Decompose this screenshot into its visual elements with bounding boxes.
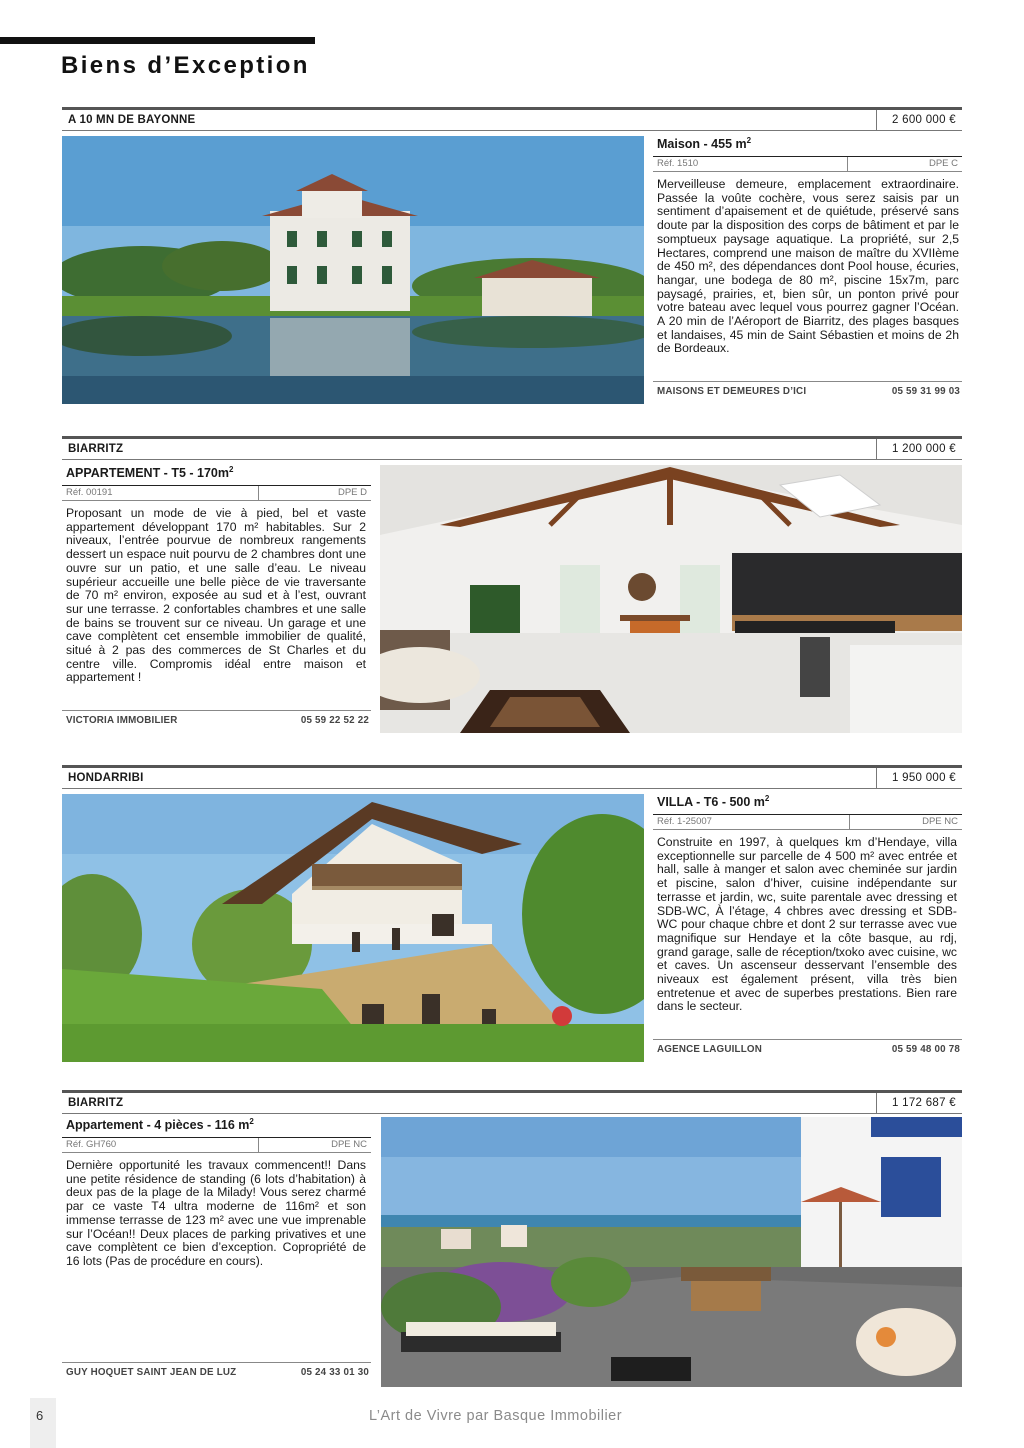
listing-header bbox=[62, 439, 962, 460]
property-type: VILLA - T6 - 500 $m^2$ bbox=[657, 794, 770, 810]
listing-description: Construite en 1997, à quelques km d’Hendaye, villa exceptionnelle sur parcelle de 4 500 m² avec entrée et hall, salle à manger et salon avec cheminée sur jardin et piscine, salon d’hiver, cuisine indépendante sur terrasse et jardin, wc, suite parentale avec dressing et SDB-WC, À l’étage, 4 chbres avec dressing et SDB-WC pour chaque chbre et dont 2 sur terrasse avec vue magnifique sur Hendaye et la côte basque, au rdj, grand garage, salle de réception/txoko avec cuisine, wc et caves. Un ascenseur desservant l’ensemble des niveaux est également présent, villa très bien entretenue et avec de superbes prestations. Bien rare dans le secteur. bbox=[657, 835, 957, 1014]
property-type: APPARTEMENT - $T5 - 170m^2$ bbox=[66, 465, 234, 481]
agency-name: MAISONS ET DEMEURES D’ICI bbox=[657, 386, 807, 397]
listing-bayonne bbox=[62, 107, 962, 405]
listing-biarritz-4p bbox=[62, 1090, 962, 1388]
listing-location: HONDARRIBI bbox=[68, 772, 144, 784]
reference: Réf. 1-25007 bbox=[657, 816, 712, 827]
reference-divider bbox=[847, 157, 848, 171]
footer-rule bbox=[62, 710, 371, 711]
loft-interior-photo bbox=[380, 465, 962, 733]
reference-row bbox=[653, 815, 962, 830]
agency-phone: 05 24 33 01 30 bbox=[300, 1367, 369, 1378]
agency-name: GUY HOQUET SAINT JEAN DE LUZ bbox=[66, 1367, 237, 1378]
reference-divider bbox=[258, 1138, 259, 1152]
listing-price: 1 172 687 € bbox=[876, 1093, 962, 1113]
listing-info bbox=[62, 1117, 371, 1387]
agency-name: AGENCE LAGUILLON bbox=[657, 1044, 762, 1055]
listing-description: Dernière opportunité les travaux commencent!! Dans une petite résidence de standing (6 lots d’habitation) à deux pas de la plage de la Milady! Vous serez charmé par ce vaste T4 ultra moderne de 116m² et son immense terrasse de 123 m² avec une vue imprenable sur l’Océan!! Deux places de parking privatives et une cave complètent ce bien d’exception. Copropriété de 16 lots (Pas de procédure en cours). bbox=[66, 1158, 366, 1268]
reference-row bbox=[62, 486, 371, 501]
reference-row bbox=[653, 157, 962, 172]
listing-location: BIARRITZ bbox=[68, 443, 124, 455]
agency-phone: 05 59 22 52 22 bbox=[300, 715, 369, 726]
listing-price: 2 600 000 € bbox=[876, 110, 962, 130]
listing-info bbox=[653, 794, 962, 1062]
listing-price: 1 950 000 € bbox=[876, 768, 962, 788]
ocean-terrace-photo bbox=[381, 1117, 962, 1387]
reference: Réf. 1510 bbox=[657, 158, 699, 169]
listing-header bbox=[62, 110, 962, 131]
reference-divider bbox=[849, 815, 850, 829]
reference-divider bbox=[258, 486, 259, 500]
listing-price: 1 200 000 € bbox=[876, 439, 962, 459]
agency-phone: 05 59 48 00 78 bbox=[891, 1044, 960, 1055]
listing-description: Merveilleuse demeure, emplacement extraordinaire. Passée la voûte cochère, vous serez saisis par un sentiment d’apaisement et de quiétude, préservé sans doute par la disposition des corps de bâtiment et par le somptueux paysage aquatique. La propriété, sur 2,5 Hectares, comprend une maison de maître du XVIIème de 450 m², des dépendances dont Pool house, écuries, hangar, une bodega de 80 m², piscine 15x7m, parc paysagé, prairies, et, bien sûr, un ponton privé pour votre bateau avec lequel vous pourrez gagner l’Océan. A 20 min de l’Aéroport de Biarritz, des plages basques et landaises, 45 min de Saint Sébastien et moins de 2h de Bordeaux. bbox=[657, 177, 959, 356]
listing-hondarribi bbox=[62, 765, 962, 1063]
footer-tagline: L’Art de Vivre par Basque Immobilier bbox=[369, 1408, 623, 1424]
listing-header bbox=[62, 768, 962, 789]
reference: Réf. 00191 bbox=[66, 487, 113, 498]
listing-location: BIARRITZ bbox=[68, 1097, 124, 1109]
top-accent-bar bbox=[0, 37, 315, 44]
reference-row bbox=[62, 1138, 371, 1153]
agency-name: VICTORIA IMMOBILIER bbox=[66, 715, 178, 726]
basque-villa-photo bbox=[62, 794, 644, 1062]
listing-description: Proposant un mode de vie à pied, bel et vaste appartement développant 170 m² habitables. Sur 2 niveaux, l’entrée pourvue de nombreux rangements dessert un espace nuit pourvu de 2 chambres dont une ouvre sur un patio, et une salle d’eau. Le niveau supérieur accueille une belle pièce de vie traversante de 70 m² environ, exposée au sud et à l’est, ouvrant sur une terrasse. 2 confortables chambres et une salle de bains se trouvent sur ce niveau. Un garage et une cave complètent cet ensemble immobilier de qualité, situé à 2 pas des commerces de St Charles et du centre ville. Compromis idéal entre maison et appartement ! bbox=[66, 506, 366, 685]
dpe-rating: DPE NC bbox=[331, 1139, 367, 1150]
dpe-rating: DPE D bbox=[337, 487, 367, 498]
dpe-rating: DPE NC bbox=[922, 816, 958, 827]
footer-rule bbox=[62, 1362, 371, 1363]
listing-info bbox=[62, 465, 371, 733]
listing-biarritz-t5 bbox=[62, 436, 962, 734]
property-type: Maison - 455 $m^2$ bbox=[657, 136, 752, 152]
dpe-rating: DPE C bbox=[928, 158, 958, 169]
reference: Réf. GH760 bbox=[66, 1139, 117, 1150]
listing-location: A 10 MN DE BAYONNE bbox=[68, 114, 196, 126]
listing-info bbox=[653, 136, 962, 404]
listing-header bbox=[62, 1093, 962, 1114]
agency-phone: 05 59 31 99 03 bbox=[891, 386, 960, 397]
footer-rule bbox=[653, 381, 962, 382]
page-title: Biens d’Exception bbox=[61, 52, 310, 79]
property-type: Appartement - 4 pièces - 116 $m^2$ bbox=[66, 1117, 254, 1133]
manor-lake-photo bbox=[62, 136, 644, 404]
page-number: 6 bbox=[36, 1408, 44, 1423]
footer-rule bbox=[653, 1039, 962, 1040]
page-number-box bbox=[30, 1398, 56, 1448]
